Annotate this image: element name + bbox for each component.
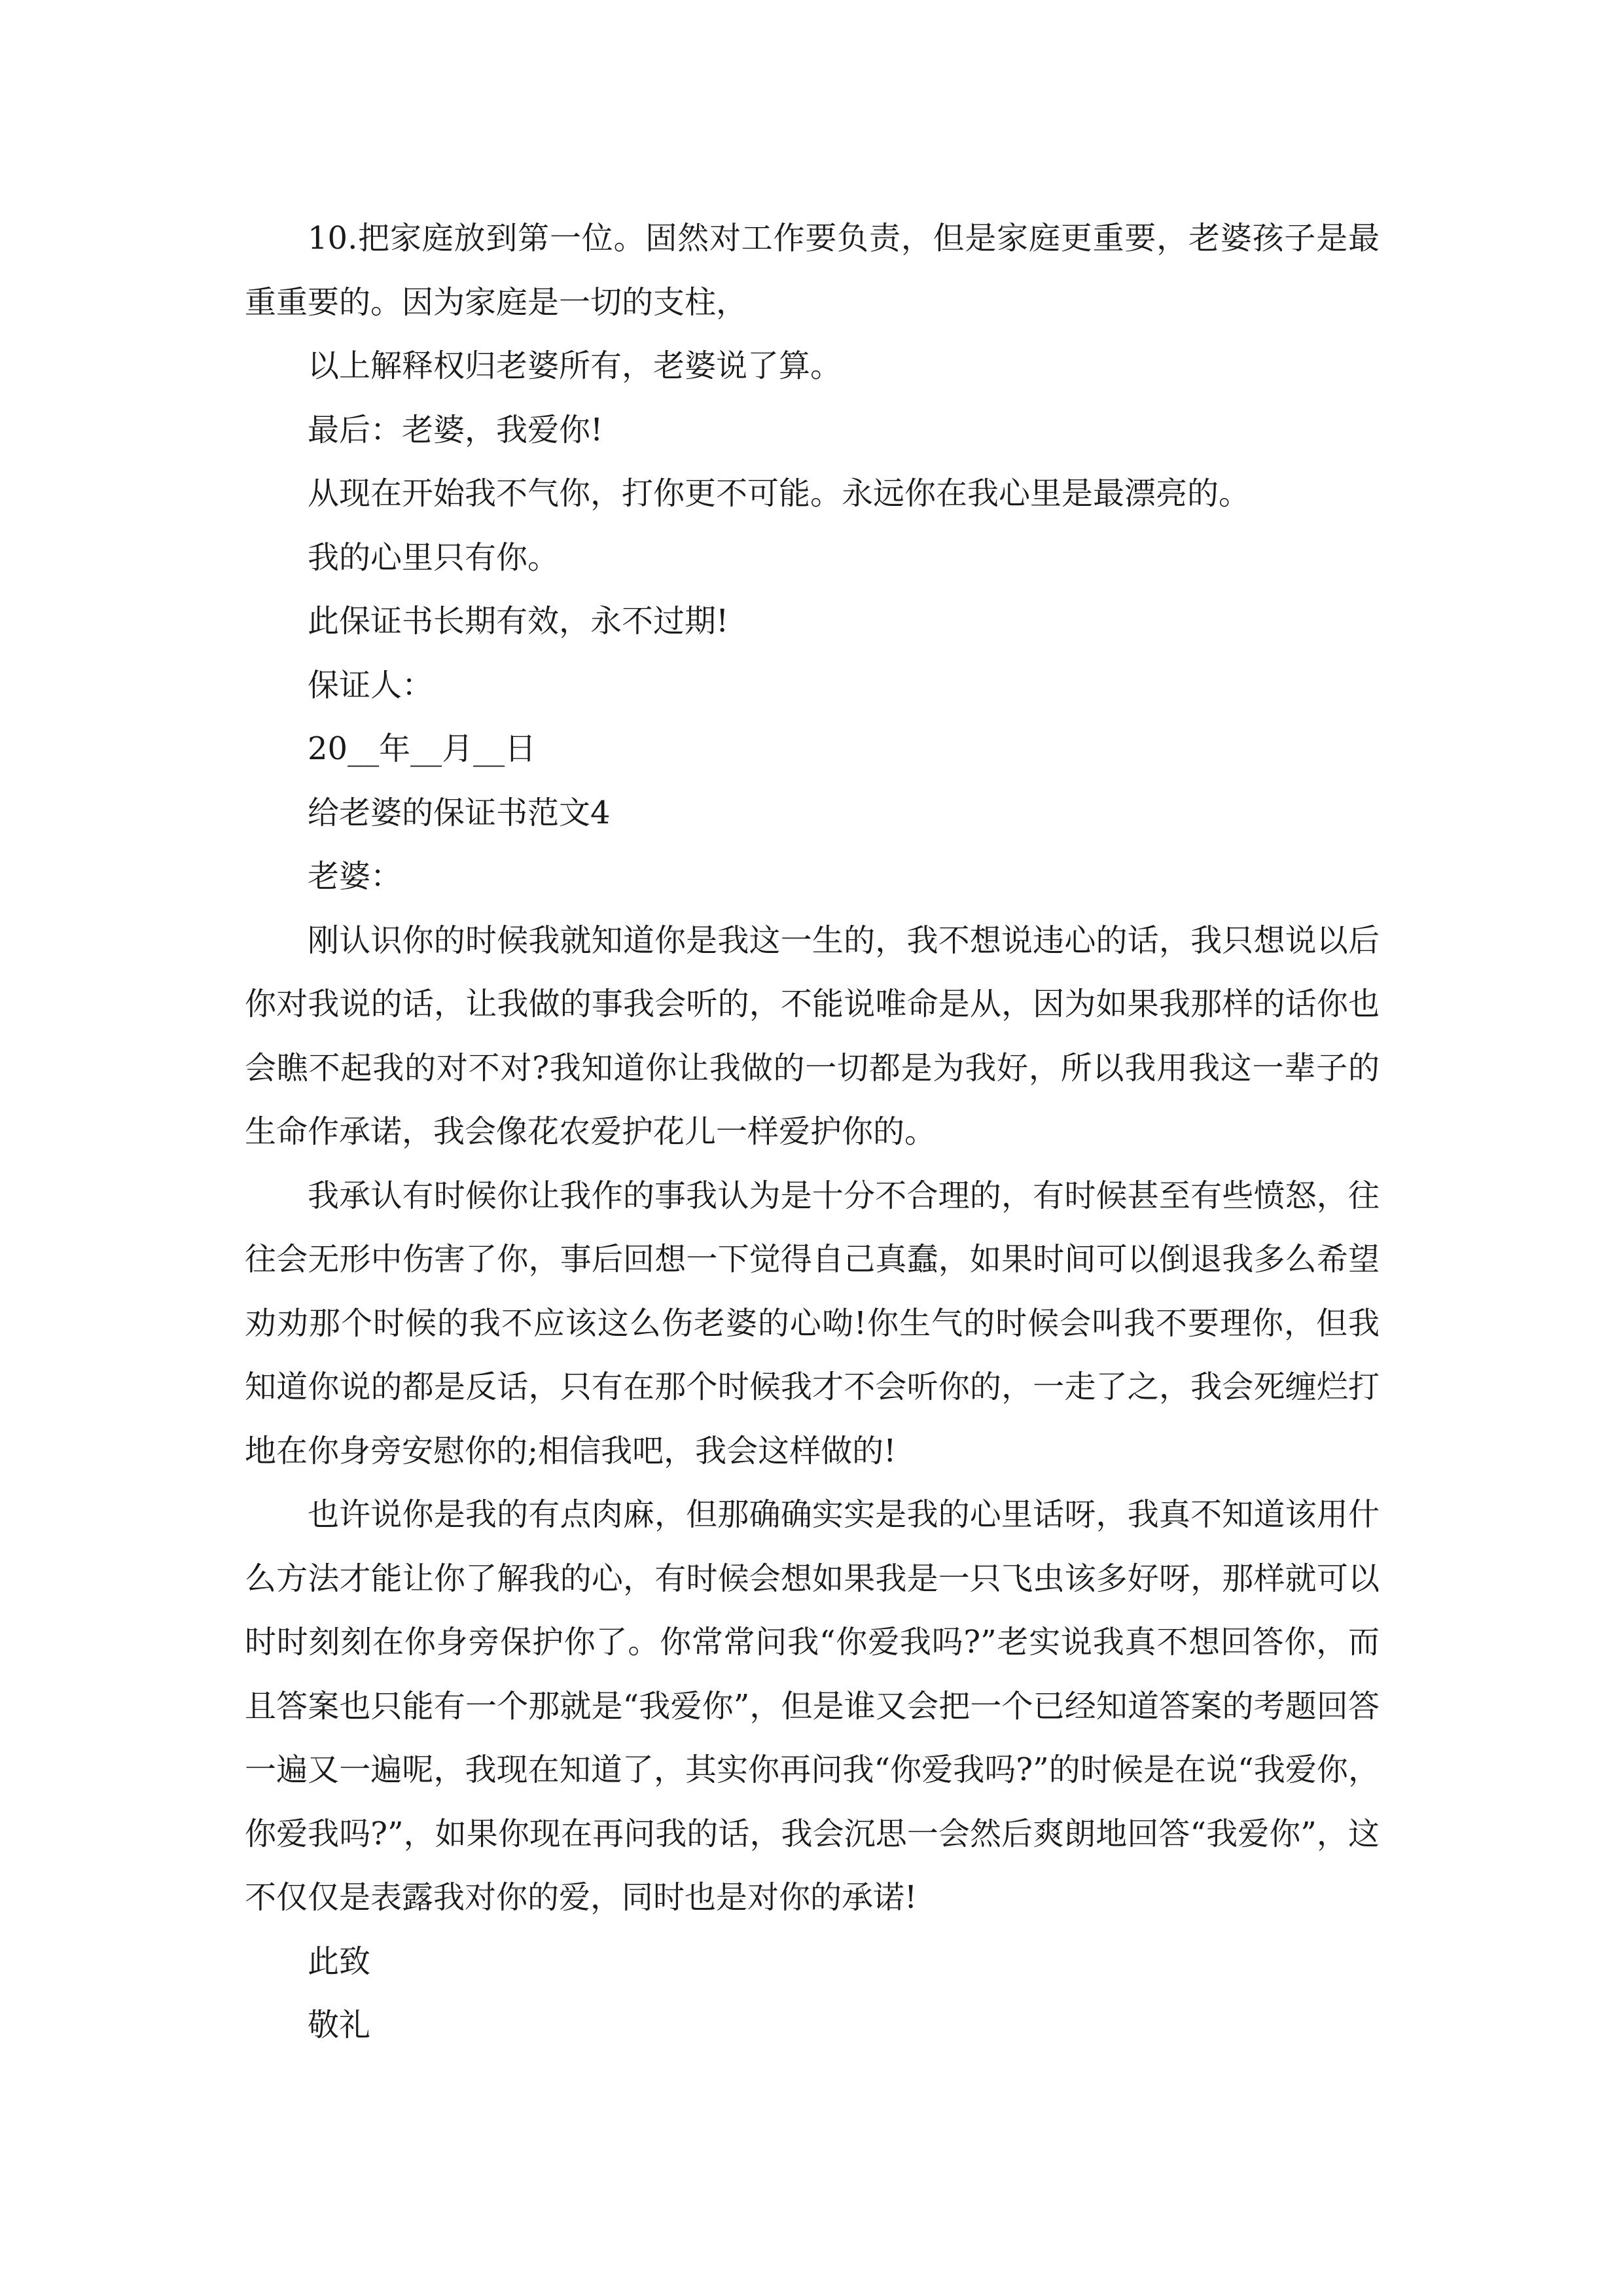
section-heading: 给老婆的保证书范文4 xyxy=(308,794,611,831)
guarantor-label: 保证人： xyxy=(308,666,434,704)
salutation: 老婆： xyxy=(308,858,402,895)
closing-jing-li: 敬礼 xyxy=(308,2007,371,2043)
date-line: 20__年__月__日 xyxy=(308,730,537,767)
paragraph-family-first: 10.把家庭放到第一位。固然对工作要负责，但是家庭更重要，老婆孩子是最重重要的。因为家庭是一切的支柱， xyxy=(245,220,1380,321)
paragraph-love-confession: 也许说你是我的有点肉麻，但那确确实实是我的心里话呀，我真不知道该用什么方法才能让你了解我的心，有时候会想如果我是一只飞虫该多好呀，那样就可以时时刻刻在你身旁保护你了。你常常问我“你爱我吗?”老实说我真不想回答你，而且答案也只能有一个那就是“我爱你”，但是谁又会把一个已经知道答案的考题回答一遍又一遍呢，我现在知道了，其实你再问我“你爱我吗?”的时候是在说“我爱你，你爱我吗?”，如果你现在再问我的话，我会沉思一会然后爽朗地回答“我爱你”，这不仅仅是表露我对你的爱，同时也是对你的承诺! xyxy=(245,1496,1380,1916)
paragraph-only-you: 我的心里只有你。 xyxy=(308,539,560,576)
document-page xyxy=(245,207,1380,2058)
paragraph-promise-kindness: 从现在开始我不气你，打你更不可能。永远你在我心里是最漂亮的。 xyxy=(308,475,1251,512)
paragraph-interpretation-right: 以上解释权归老婆所有，老婆说了算。 xyxy=(308,348,842,384)
paragraph-validity: 此保证书长期有效，永不过期! xyxy=(308,603,729,639)
paragraph-finally: 最后：老婆，我爱你! xyxy=(308,411,603,448)
closing-ci-zhi: 此致 xyxy=(308,1943,371,1980)
paragraph-admission: 我承认有时候你让我作的事我认为是十分不合理的，有时候甚至有些愤怒，往往会无形中伤害了你，事后回想一下觉得自己真蠢，如果时间可以倒退我多么希望劝劝那个时候的我不应该这么伤老婆的心呦!你生气的时候会叫我不要理你，但我知道你说的都是反话，只有在那个时候我才不会听你的，一走了之，我会死缠烂打地在你身旁安慰你的;相信我吧，我会这样做的! xyxy=(245,1177,1380,1469)
paragraph-first-meeting: 刚认识你的时候我就知道你是我这一生的，我不想说违心的话，我只想说以后你对我说的话，让我做的事我会听的，不能说唯命是从，因为如果我那样的话你也会瞧不起我的对不对?我知道你让我做的一切都是为我好，所以我用我这一辈子的生命作承诺，我会像花农爱护花儿一样爱护你的。 xyxy=(245,922,1380,1150)
